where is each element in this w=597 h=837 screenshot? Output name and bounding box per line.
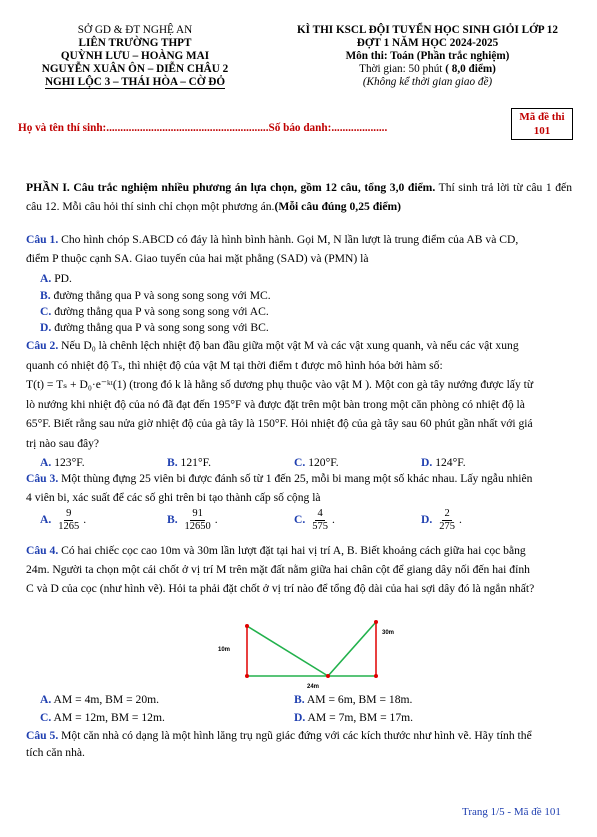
q2-label: Câu 2. <box>26 339 59 352</box>
q3-option-d[interactable]: D. $\frac{2}{275}$ . <box>421 508 462 532</box>
school-group: LIÊN TRƯỜNG THPT <box>78 37 192 49</box>
exam-code-label: Mã đề thi <box>519 111 565 123</box>
q3-line-2: 4 viên bi, xác suất để các số ghi trên bi tạo thành cấp số cộng là <box>26 491 321 504</box>
question-2 <box>26 336 572 453</box>
fig-label-24m: 24m <box>307 684 320 690</box>
q4-option-a[interactable]: A. AM = 4m, BM = 20m. <box>40 693 160 706</box>
exam-code-box <box>511 108 573 140</box>
question-3 <box>26 469 572 507</box>
q4-line-1: Có hai chiếc cọc cao 10m và 30m lần lượt đặt tại hai vị trí A, B. Biết khoảng cách giữa hai cọc bằng <box>58 544 526 557</box>
student-name-dots: .......................................................... <box>106 122 269 134</box>
student-name-label: Họ và tên thí sinh: <box>18 122 107 134</box>
q1-label: Câu 1. <box>26 233 59 246</box>
q2-line-4: lò nướng khi nhiệt độ của nó đã đạt đến 195°F và được đặt trên một bàn trong một căn phòng có nhiệt độ là <box>26 397 525 411</box>
part1-intro <box>26 178 572 216</box>
q4-figure <box>210 608 410 698</box>
q2-line-2: quanh có nhiệt độ Tₛ, thì nhiệt độ của vật M tại thời điểm t được mô hình hóa bởi hàm số: <box>26 358 443 372</box>
school-line-1: QUỲNH LƯU – HOÀNG MAI <box>60 50 210 62</box>
question-4 <box>26 541 572 598</box>
q2-line-1: Nếu D₀ là chênh lệch nhiệt độ ban đầu giữa một vật M và các vật xung quanh, và nếu các vật xung <box>58 339 519 352</box>
exam-title: KÌ THI KSCL ĐỘI TUYỂN HỌC SINH GIỎI LỚP 12 <box>296 24 558 36</box>
q3-label: Câu 3. <box>26 472 59 485</box>
q4-option-b[interactable]: B. AM = 6m, BM = 18m. <box>294 693 413 706</box>
header-right <box>270 24 585 89</box>
q2-line-3: T(t) = Tₛ + D₀·e⁻ᵏᵗ(1) (trong đó k là hằng số dương phụ thuộc vào vật M ). Một con gà tây nướng được lấy từ <box>26 378 534 391</box>
q1-option-d[interactable]: D. đường thẳng qua P và song song song với BC. <box>40 321 269 334</box>
q1-text-2: điểm P thuộc cạnh SA. Giao tuyến của hai mặt phẳng (SAD) và (PMN) là <box>26 252 369 265</box>
sbd-dots: .................... <box>331 122 388 134</box>
point-d <box>374 620 378 624</box>
header-left <box>20 24 250 89</box>
school-line-3: NGHI LỘC 3 – THÁI HÒA – CỜ ĐỎ <box>44 76 226 88</box>
wire-left <box>247 626 328 676</box>
q1-option-a[interactable]: A. PD. <box>40 272 72 285</box>
question-5 <box>26 727 572 761</box>
q2-option-c[interactable]: C. 120°F. <box>294 456 339 469</box>
q3-option-b[interactable]: B. $\frac{91}{12650}$ . <box>167 508 218 532</box>
page-footer: Trang 1/5 - Mã đề 101 <box>462 806 561 818</box>
point-c <box>245 624 249 628</box>
exam-note: (Không kể thời gian giao đề) <box>362 76 493 88</box>
exam-round: ĐỢT 1 NĂM HỌC 2024-2025 <box>356 37 499 49</box>
point-m <box>326 674 330 678</box>
q2-option-d[interactable]: D. 124°F. <box>421 456 466 469</box>
q3-line-1: Một thùng đựng 25 viên bi được đánh số từ 1 đến 25, mỗi bi mang một số khác nhau. Lấy ngẫu nhiên <box>58 472 533 485</box>
fig-label-10m: 10m <box>218 647 231 653</box>
q1-option-b[interactable]: B. đường thẳng qua P và song song song với MC. <box>40 289 271 302</box>
school-line-2: NGUYỄN XUÂN ÔN – DIỄN CHÂU 2 <box>41 63 229 75</box>
q3-option-a[interactable]: A. $\frac{9}{1265}$ . <box>40 508 87 532</box>
q1-option-c[interactable]: C. đường thẳng qua P và song song song với AC. <box>40 305 269 318</box>
point-a <box>245 674 249 678</box>
q4-option-d[interactable]: D. AM = 7m, BM = 17m. <box>294 711 414 724</box>
exam-code-value: 101 <box>533 125 551 137</box>
part1-text: Thí sinh trả lời từ câu 1 đến câu 12. Mỗi câu hỏi thí sinh chỉ chọn một phương án. <box>26 181 572 213</box>
question-1 <box>26 230 572 268</box>
exam-time: Thời gian: 50 phút ( 8,0 điểm) <box>359 63 496 75</box>
dept-name: SỞ GD & ĐT NGHỆ AN <box>77 24 193 36</box>
q2-option-b[interactable]: B. 121°F. <box>167 456 211 469</box>
fig-label-30m: 30m <box>382 630 395 636</box>
q4-line-2: 24m. Người ta chọn một cái chốt ở vị trí M trên mặt đất nằm giữa hai chân cột để giang dây nối đến hai đỉnh <box>26 563 530 576</box>
exam-subject: Môn thi: Toán (Phần trắc nghiệm) <box>345 50 510 62</box>
q4-line-3: C và D của cọc (như hình vẽ). Hỏi ta phải đặt chốt ở vị trí nào để tổng độ dài của hai sợi dây đó là ngắn nhất? <box>26 582 535 595</box>
q2-line-6: trị nào sau đây? <box>26 436 100 450</box>
part1-points: (Mỗi câu đúng 0,25 điểm) <box>274 200 402 213</box>
q2-line-5: 65°F. Biết rằng sau nửa giờ nhiệt độ của gà tây là 150°F. Hỏi nhiệt độ của gà tây sau 60 phút gần nhất với giá <box>26 417 533 430</box>
q5-line-2: tích căn nhà. <box>26 746 85 759</box>
wire-right <box>328 622 376 676</box>
q5-label: Câu 5. <box>26 729 59 742</box>
q4-label: Câu 4. <box>26 544 59 557</box>
q2-option-a[interactable]: A. 123°F. <box>40 456 85 469</box>
q4-option-c[interactable]: C. AM = 12m, BM = 12m. <box>40 711 165 724</box>
point-b <box>374 674 378 678</box>
q5-line-1: Một căn nhà có dạng là một hình lăng trụ ngũ giác đứng với các kích thước như hình vẽ. Hãy tính thể <box>58 729 532 742</box>
part1-title: PHẦN I. Câu trắc nghiệm nhiều phương án lựa chọn, gồm 12 câu, tổng 3,0 điểm. <box>26 181 436 194</box>
student-info <box>18 121 387 135</box>
q1-text-1: Cho hình chóp S.ABCD có đáy là hình bình hành. Gọi M, N lần lượt là trung điểm của AB và CD, <box>58 233 519 246</box>
sbd-label: Số báo danh: <box>268 122 332 134</box>
q3-option-c[interactable]: C. $\frac{4}{575}$ . <box>294 508 335 532</box>
